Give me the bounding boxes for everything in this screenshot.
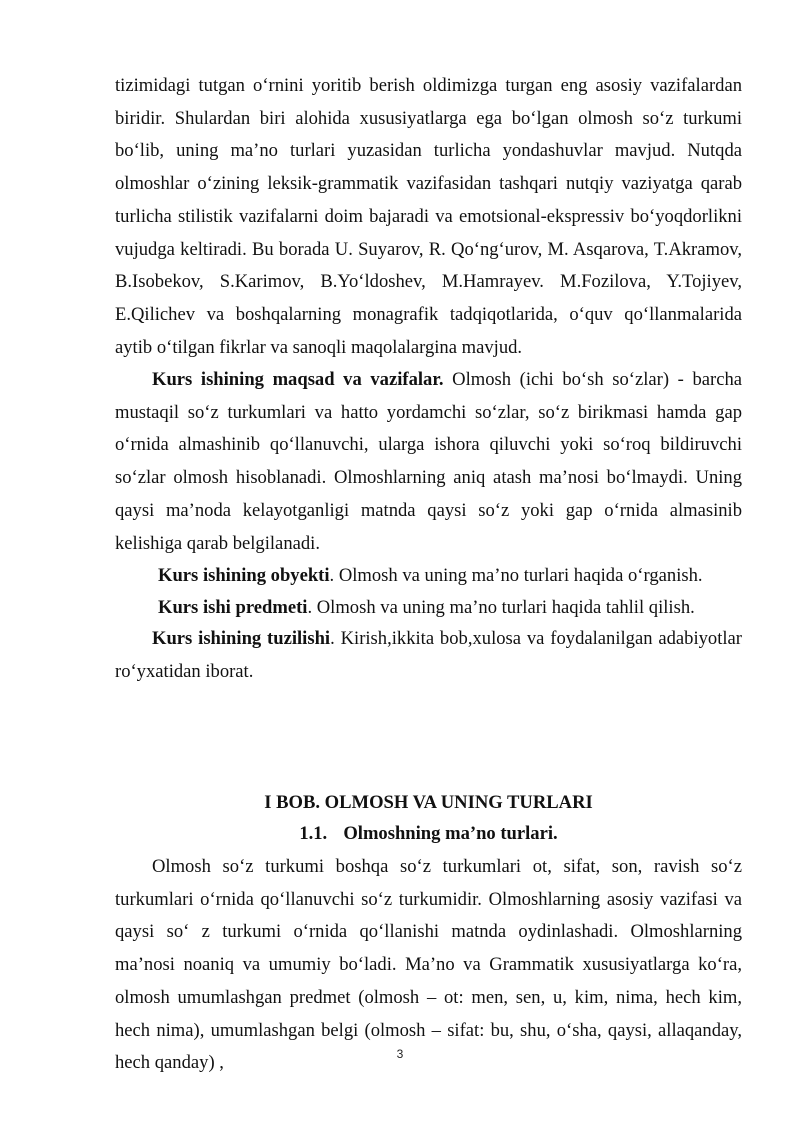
purpose-label: Kurs ishining maqsad va vazifalar. <box>152 369 444 390</box>
subject-paragraph <box>158 592 748 625</box>
section-heading <box>115 818 742 850</box>
object-paragraph <box>158 560 748 593</box>
purpose-text: Olmosh (ichi bo‘sh so‘zlar) - barcha mustaqil so‘z turkumlari va hatto yordamchi so‘zlar, so‘z birikmasi hamda gap o‘rnida almashinib qo‘llanuvchi, ularga ishora qiluvchi yoki so‘roq bildiruvchi so‘zlar olmosh hisoblanadi. Olmoshlarning aniq atash ma’nosi bo‘lmaydi. Uning qaysi ma’noda kelayotganligi matnda qaysi so‘z yoki gap o‘rnida almasinib kelishiga qarab belgilanadi. <box>115 369 742 554</box>
chapter-title: I BOB. OLMOSH VA UNING TURLARI <box>264 792 593 813</box>
object-text: . Olmosh va uning ma’no turlari haqida o‘rganish. <box>329 565 703 586</box>
body-paragraph: Olmosh so‘z turkumi boshqa so‘z turkumlari ot, sifat, son, ravish so‘z turkumlari o‘rnida qo‘llanuvchi so‘z turkumidir. Olmoshlarning asosiy vazifasi va qaysi so‘ z turkumi o‘rnida qo‘llanishi matnda oydinlashadi. Olmoshlarning ma’nosi noaniq va umumiy bo‘ladi. Ma’no va Grammatik xususiyatlarga ko‘ra, olmosh umumlashgan predmet (olmosh – ot: men, sen, u, kim, nima, hech kim, hech nima), umumlashgan belgi (olmosh – sifat: bu, shu, o‘sha, qaysi, allaqanday, hech qanday) , <box>115 856 742 1074</box>
purpose-paragraph <box>115 364 742 560</box>
object-label: Kurs ishining obyekti <box>158 565 330 586</box>
structure-text: . Kirish,ikkita bob,xulosa va foydalanilgan adabiyotlar ro‘yxatidan iborat. <box>115 628 742 682</box>
subject-text: . Olmosh va uning ma’no turlari haqida tahlil qilish. <box>307 597 695 618</box>
structure-paragraph <box>115 623 742 688</box>
intro-paragraph: tizimidagi tutgan o‘rnini yoritib berish oldimizga turgan eng asosiy vazifalardan biridir. Shulardan biri alohida xususiyatlarga ega bo‘lgan olmosh so‘z turkumi bo‘lib, uning ma’no turlari yuzasidan turlicha yondashuvlar mavjud. Nutqda olmoshlar o‘zining leksik-grammatik vazifasidan tashqari nutqiy vaziyatga qarab turlicha stilistik vazifalarni doim bajaradi va emotsional-ekspressiv bo‘yoqdorlikni vujudga keltiradi. Bu borada U. Suyarov, R. Qo‘ng‘urov, M. Asqarova, T.Akramov, B.Isobekov, S.Karimov, B.Yo‘ldoshev, M.Hamrayev. M.Fozilova, Y.Tojiyev, E.Qilichev va boshqalarning monagrafik tadqiqotlarida, o‘quv qo‘llanmalarida aytib o‘tilgan fikrlar va sanoqli maqolalargina mavjud. <box>115 75 742 358</box>
subject-label: Kurs ishi predmeti <box>158 597 308 618</box>
structure-label: Kurs ishining tuzilishi <box>152 628 331 649</box>
section-number: 1.1. <box>299 823 328 844</box>
section-title: Olmoshning ma’no turlari. <box>343 823 558 844</box>
page-number: 3 <box>396 1047 404 1061</box>
